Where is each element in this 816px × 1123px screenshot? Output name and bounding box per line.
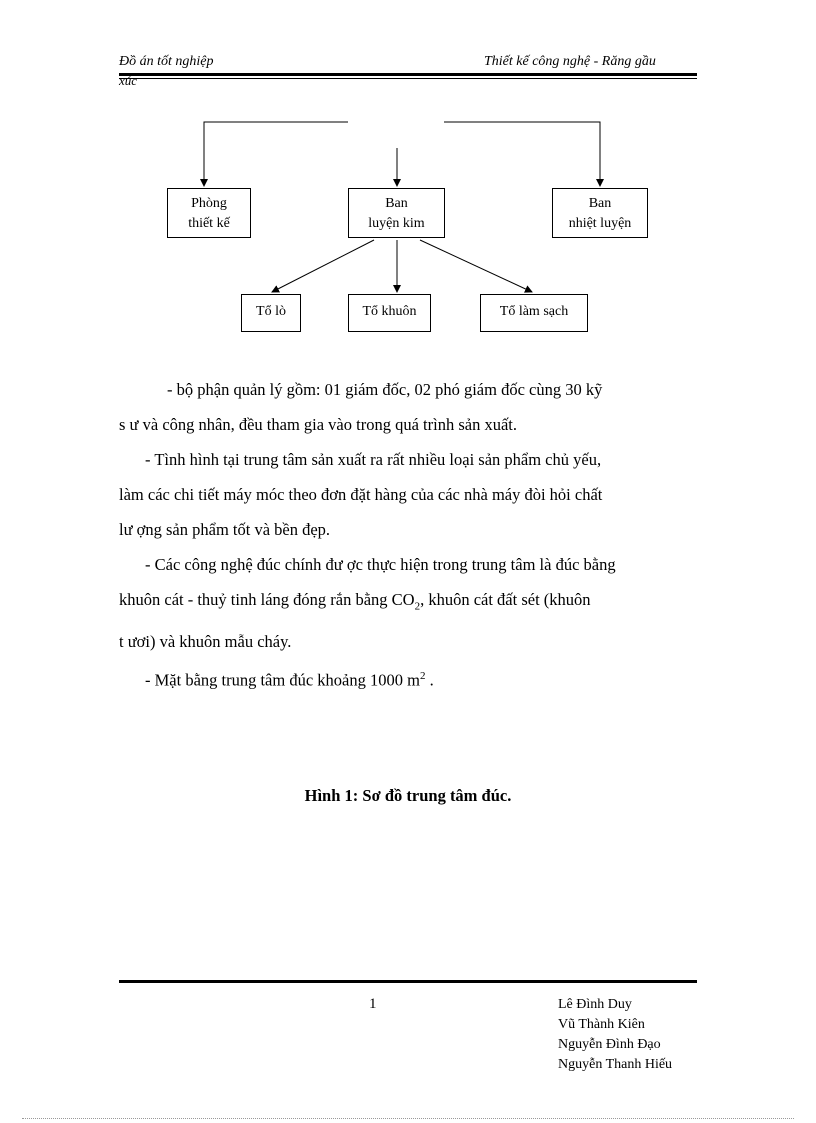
box-phong-line1: Phòng <box>191 196 227 211</box>
p4-text-post: . <box>425 670 434 690</box>
author-2: Vũ Thành Kiên <box>558 1017 645 1032</box>
header-left: Đồ án tốt nghiệp <box>119 54 214 69</box>
p3-subscript: 2 <box>414 600 421 613</box>
p3-text-pre: khuôn cát - thuỷ tinh láng đóng rắn bằng CO <box>119 590 415 609</box>
paragraph-2-line1: - Tình hình tại trung tâm sản xuất ra rất nhiều loại sản phẩm chủ yếu, <box>145 450 602 469</box>
connector-to-to-lo <box>272 240 374 292</box>
header-right: Thiết kế công nghệ - Răng gầu <box>484 54 656 69</box>
box-luyen-kim-line2: luyện kim <box>368 216 425 231</box>
box-phong-thiet-ke <box>167 188 251 238</box>
author-4: Nguyễn Thanh Hiếu <box>558 1057 673 1072</box>
figure-caption: Hình 1: Sơ đồ trung tâm đúc. <box>304 786 512 805</box>
paragraph-3-line3: t ươi) và khuôn mẫu cháy. <box>119 632 292 652</box>
box-phong-line2: thiết kế <box>188 216 230 231</box>
paragraph-1-line1: - bộ phận quản lý gồm: 01 giám đốc, 02 phó giám đốc cùng 30 kỹ <box>167 380 603 399</box>
author-3: Nguyễn Đình Đạo <box>558 1037 661 1052</box>
box-ban-nhiet-luyen <box>552 188 648 238</box>
box-nhiet-luyen-line1: Ban <box>588 196 612 211</box>
box-to-khuon-label: Tổ khuôn <box>362 304 417 319</box>
box-nhiet-luyen-line2: nhiệt luyện <box>568 216 632 231</box>
paragraph-3-line1: - Các công nghệ đúc chính đư ợc thực hiện trong trung tâm là đúc bằng <box>145 555 616 574</box>
p3-text-post: , khuôn cát đất sét (khuôn <box>420 590 591 609</box>
org-chart-connectors <box>0 0 816 340</box>
body-text <box>119 372 697 698</box>
paragraph-1-line2: s ư và công nhân, đều tham gia vào trong quá trình sản xuất. <box>119 415 517 434</box>
page-number: 1 <box>369 996 377 1012</box>
page-bottom-dotted-line <box>22 1118 794 1119</box>
box-to-lam-sach-label: Tổ làm sạch <box>499 304 569 319</box>
box-ban-luyen-kim <box>348 188 445 238</box>
paragraph-2-line3: lư ợng sản phẩm tốt và bền đẹp. <box>119 520 331 539</box>
p4-superscript: 2 <box>419 670 426 683</box>
box-to-lo-label: Tổ lò <box>256 304 286 319</box>
box-to-lam-sach <box>480 294 588 332</box>
connector-to-to-lam-sach <box>420 240 532 292</box>
connector-to-phong <box>204 122 348 186</box>
paragraph-3-line2 <box>119 582 697 624</box>
footer-rule <box>119 980 697 983</box>
paragraph-4 <box>119 659 697 698</box>
p4-text-pre: - Mặt bằng trung tâm đúc khoảng 1000 m <box>145 670 420 690</box>
connector-to-nhiet-luyen <box>444 122 600 186</box>
header-overflow: xúc <box>119 73 138 88</box>
paragraph-2-line2: làm các chi tiết máy móc theo đơn đặt hàng của các nhà máy đòi hỏi chất <box>119 485 603 504</box>
author-1: Lê Đình Duy <box>558 997 632 1012</box>
box-to-khuon <box>348 294 431 332</box>
box-luyen-kim-line1: Ban <box>385 196 408 211</box>
box-to-lo <box>241 294 301 332</box>
